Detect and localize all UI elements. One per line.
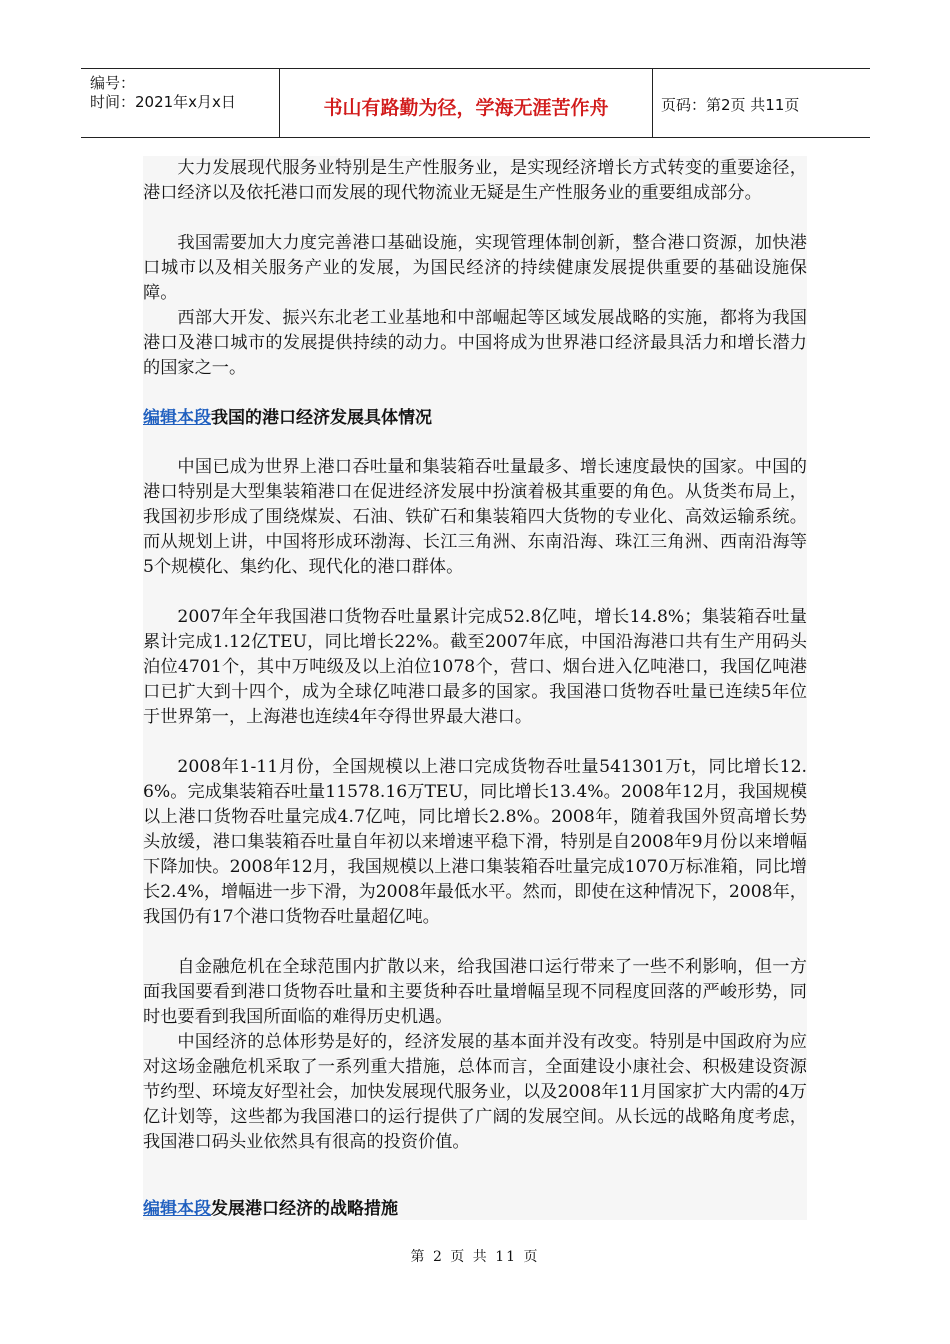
- paragraph: 大力发展现代服务业特别是生产性服务业，是实现经济增长方式转变的重要途径，港口经济以及依托港口而发展的现代物流业无疑是生产性服务业的重要组成部分。: [143, 158, 807, 203]
- section-heading: [143, 406, 432, 430]
- section-heading: [143, 1197, 398, 1221]
- header-motto-cell: [280, 69, 653, 137]
- paragraph: 西部大开发、振兴东北老工业基地和中部崛起等区域发展战略的实施，都将为我国港口及港口城市的发展提供持续的动力。中国将成为世界港口经济最具活力和增长潜力的国家之一。: [143, 308, 807, 378]
- edit-section-link[interactable]: 编辑本段: [143, 1199, 211, 1219]
- paragraph: 中国经济的总体形势是好的，经济发展的基本面并没有改变。特别是中国政府为应对这场金融危机采取了一系列重大措施，总体而言，全面建设小康社会、积极建设资源节约型、环境友好型社会，加快发展现代服务业，以及2008年11月国家扩大内需的4万亿计划等，这些都为我国港口的运行提供了广阔的发展空间。从长远的战略角度考虑，我国港口码头业依然具有很高的投资价值。: [143, 1032, 807, 1152]
- paragraph: 自金融危机在全球范围内扩散以来，给我国港口运行带来了一些不利影响，但一方面我国要看到港口货物吞吐量和主要货种吞吐量增幅呈现不同程度回落的严峻形势，同时也要看到我国所面临的难得历史机遇。: [143, 957, 807, 1027]
- document-body: [143, 156, 807, 1220]
- paragraph: 2008年1-11月份，全国规模以上港口完成货物吞吐量541301万t，同比增长12.6%。完成集装箱吞吐量11578.16万TEU，同比增长13.4%。2008年12月，我国规模以上港口货物吞吐量完成4.7亿吨，同比增长2.8%。2008年，随着我国外贸高增长势头放缓，港口集装箱吞吐量自年初以来增速平稳下滑，特别是自2008年9月份以来增幅下降加快。2008年12月，我国规模以上港口集装箱吞吐量完成1070万标准箱，同比增长2.4%，增幅进一步下滑，为2008年最低水平。然而，即使在这种情况下，2008年，我国仍有17个港口货物吞吐量超亿吨。: [143, 757, 807, 927]
- document-number-label: 编号：: [90, 74, 136, 92]
- page-footer: 第 2 页 共 11 页: [410, 1249, 540, 1265]
- paragraph: 我国需要加大力度完善港口基础设施，实现管理体制创新，整合港口资源，加快港口城市以及相关服务产业的发展，为国民经济的持续健康发展提供重要的基础设施保障。: [143, 233, 807, 303]
- edit-section-link[interactable]: 编辑本段: [143, 408, 211, 428]
- document-date-label: 时间：2021年x月x日: [90, 93, 236, 111]
- header-meta-cell: [81, 69, 280, 137]
- header-page-cell: [653, 69, 870, 137]
- header-page-info: 页码：第2页 共11页: [661, 96, 800, 114]
- paragraph: 中国已成为世界上港口吞吐量和集装箱吞吐量最多、增长速度最快的国家。中国的港口特别是大型集装箱港口在促进经济发展中扮演着极其重要的角色。从货类布局上，我国初步形成了围绕煤炭、石油、铁矿石和集装箱四大货物的专业化、高效运输系统。而从规划上讲，中国将形成环渤海、长江三角洲、东南沿海、珠江三角洲、西南沿海等5个规模化、集约化、现代化的港口群体。: [143, 457, 807, 577]
- paragraph: 2007年全年我国港口货物吞吐量累计完成52.8亿吨，增长14.8%；集装箱吞吐量累计完成1.12亿TEU，同比增长22%。截至2007年底，中国沿海港口共有生产用码头泊位4701个，其中万吨级及以上泊位1078个，营口、烟台进入亿吨港口，我国亿吨港口已扩大到十四个，成为全球亿吨港口最多的国家。我国港口货物吞吐量已连续5年位于世界第一，上海港也连续4年夺得世界最大港口。: [143, 607, 807, 727]
- page-header: [81, 68, 870, 138]
- header-motto: 书山有路勤为径，学海无涯苦作舟: [323, 97, 609, 119]
- section-title: 发展港口经济的战略措施: [211, 1199, 398, 1219]
- section-title: 我国的港口经济发展具体情况: [211, 408, 432, 428]
